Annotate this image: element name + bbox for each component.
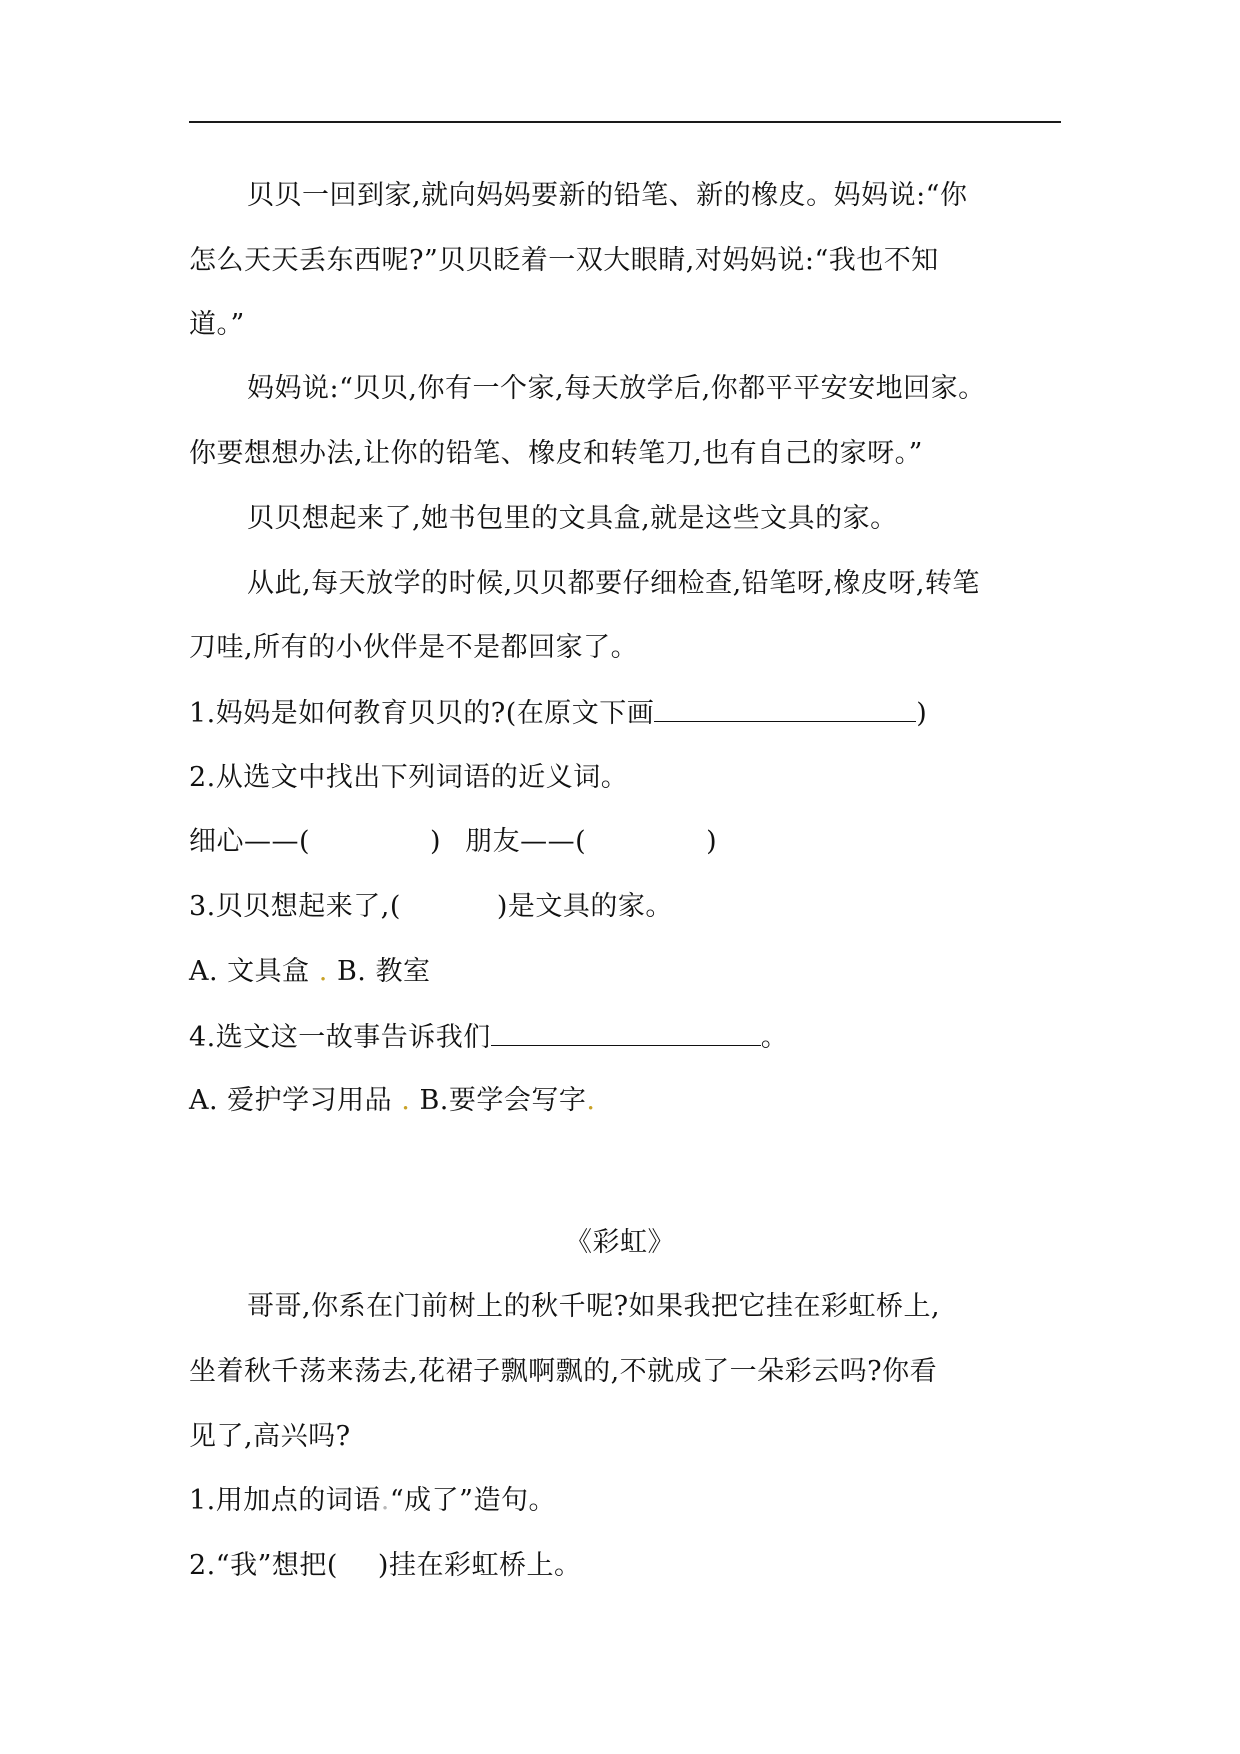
passage1-line5 [189, 436, 923, 472]
passage2-title: 《彩虹》 [565, 1227, 675, 1258]
option-3a: A. 文具盒 [189, 956, 310, 987]
passage1-line6: 贝贝想起来了,她书包里的文具盒,就是这些文具的家。 [247, 503, 898, 534]
passage1-line7: 从此,每天放学的时候,贝贝都要仔细检查,铅笔呀,橡皮呀,转笔 [247, 568, 980, 599]
question2-1-tail: “成了”造句。 [389, 1485, 556, 1516]
passage1-line1: 贝贝一回到家,就向妈妈要新的铅笔、新的橡皮。妈妈说:“你 [247, 180, 968, 211]
question-3-options [189, 954, 430, 990]
passage1-line2: 怎么天天丢东西呢?”贝贝眨着一双大眼睛,对妈妈说:“我也不知 [189, 245, 939, 276]
emphasis-dot: . [586, 1085, 596, 1116]
question-1-close: ) [916, 698, 928, 729]
question-4 [189, 1019, 788, 1056]
passage2-line2: 坐着秋千荡来荡去,花裙子飘啊飘的,不就成了一朵彩云吗?你看 [189, 1356, 938, 1387]
passage1-line4: 妈妈说:“贝贝,你有一个家,每天放学后,你都平平安安地回家。 [247, 373, 986, 404]
emphasis-dot: . [401, 1085, 411, 1116]
passage1-line5-b: 想想办法,让你的铅笔、橡皮和转笔刀,也有自己的家呀。” [244, 438, 923, 469]
question2-2 [189, 1548, 581, 1584]
question-2-words [189, 824, 717, 860]
word-xixin: 细心——( [189, 826, 311, 857]
question-4-options [189, 1083, 595, 1119]
passage1-line3: 道。” [189, 309, 245, 340]
question2-1-text: 1.用加点的词语 [189, 1485, 381, 1516]
passage2-line1: 哥哥,你系在门前树上的秋千呢?如果我把它挂在彩虹桥上, [247, 1291, 941, 1322]
word-xixin-close: ) [430, 826, 442, 857]
question-3-text: 3.贝贝想起来了,( [189, 891, 401, 922]
question-4-end: 。 [760, 1022, 789, 1053]
option-3b: B. 教室 [336, 956, 431, 987]
emphasis-dot: . [318, 956, 328, 987]
question-3 [189, 889, 673, 925]
answer-blank-1[interactable] [654, 695, 916, 722]
passage2-line3: 见了,高兴吗? [189, 1421, 351, 1452]
question2-2-text: 2.“我”想把( [189, 1550, 338, 1581]
passage1-line5-a: 你要 [189, 438, 244, 469]
question-2: 2.从选文中找出下列词语的近义词。 [189, 762, 629, 793]
question-4-text: 4.选文这一故事告诉我们 [189, 1022, 491, 1053]
answer-blank-4[interactable] [491, 1019, 761, 1046]
question2-2-tail: )挂在彩虹桥上。 [377, 1550, 582, 1581]
word-pengyou-close: ) [706, 826, 718, 857]
question-3-tail: )是文具的家。 [496, 891, 673, 922]
question-1 [189, 695, 927, 732]
option-4b: B.要学会写字 [419, 1085, 587, 1116]
option-4a: A. 爱护学习用品 [189, 1085, 393, 1116]
passage1-line8: 刀哇,所有的小伙伴是不是都回家了。 [189, 632, 639, 663]
word-pengyou: 朋友——( [465, 826, 587, 857]
question2-1 [189, 1483, 556, 1519]
header-rule [189, 121, 1061, 123]
emphasis-dot: . [380, 1485, 390, 1516]
question-1-text: 1.妈妈是如何教育贝贝的?(在原文下画 [189, 698, 655, 729]
